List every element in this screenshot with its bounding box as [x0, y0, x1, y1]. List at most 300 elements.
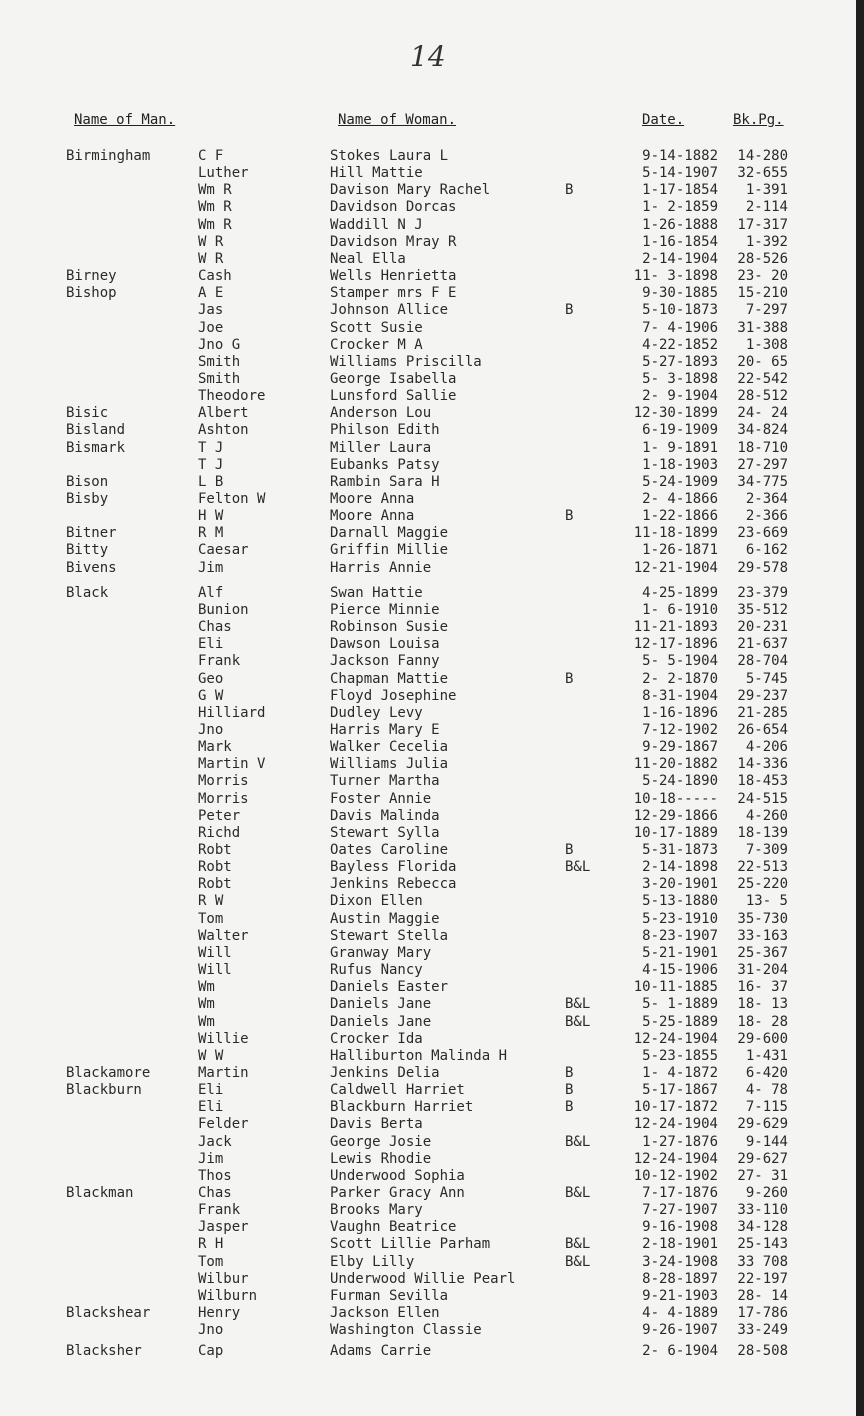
race-note: B	[565, 302, 574, 319]
man-given-name: Bunion	[198, 601, 249, 618]
marriage-date: 5-14-1907	[642, 165, 718, 182]
book-page: 14-336	[737, 756, 788, 773]
woman-name: Stokes Laura L	[330, 148, 449, 164]
woman-name: Daniels Jane	[330, 1013, 432, 1030]
table-row	[0, 602, 856, 619]
book-page: 29-600	[737, 1030, 788, 1047]
marriage-date: 4-22-1852	[642, 336, 718, 353]
man-given-name: Tom	[198, 910, 224, 927]
marriage-date: 11-18-1899	[633, 525, 718, 542]
book-page: 5-745	[745, 670, 788, 687]
woman-name: Rufus Nancy	[330, 962, 423, 979]
marriage-date: 12-21-1904	[633, 559, 718, 576]
man-given-name: Smith	[198, 370, 241, 387]
man-given-name: W W	[198, 1047, 224, 1064]
table-row	[0, 688, 856, 705]
book-page: 17-317	[737, 216, 788, 233]
table-row	[0, 1219, 856, 1236]
table-row	[0, 1031, 856, 1048]
book-page: 7-309	[745, 842, 788, 858]
book-page: 2-364	[745, 491, 788, 507]
woman-name: Moore Anna	[330, 508, 415, 525]
table-row	[0, 1288, 856, 1305]
marriage-date: 9-29-1867	[642, 739, 718, 756]
woman-name: Dixon Ellen	[330, 893, 423, 910]
woman-name: Anderson Lou	[330, 405, 432, 422]
woman-name: Rambin Sara H	[330, 473, 440, 490]
marriage-date: 5-13-1880	[642, 893, 718, 910]
man-given-name: Chas	[198, 619, 232, 636]
table-row	[0, 653, 856, 670]
book-page: 29-237	[737, 687, 788, 704]
marriage-date: 1-26-1888	[642, 216, 718, 233]
book-page: 6-162	[745, 542, 788, 559]
marriage-date: 5-23-1910	[642, 910, 718, 927]
book-page: 29-578	[737, 559, 788, 576]
man-surname: Black	[66, 584, 109, 601]
man-given-name: Richd	[198, 824, 241, 841]
man-given-name: Jas	[198, 302, 224, 319]
marriage-date: 9-14-1882	[642, 148, 718, 164]
marriage-date: 7-17-1876	[642, 1185, 718, 1201]
woman-name: Jackson Fanny	[330, 653, 440, 670]
woman-name: Stamper mrs F E	[330, 285, 457, 302]
book-page: 21-637	[737, 636, 788, 653]
table-row	[0, 234, 856, 251]
table-row	[0, 525, 856, 542]
marriage-date: 10-12-1902	[633, 1167, 718, 1184]
woman-name: Scott Lillie Parham	[330, 1236, 491, 1253]
marriage-date: 5-24-1890	[642, 773, 718, 790]
book-page: 28-512	[737, 388, 788, 405]
marriage-date: 5-21-1901	[642, 944, 718, 961]
man-surname: Bitty	[66, 542, 109, 559]
man-given-name: W R	[198, 233, 224, 250]
woman-name: Walker Cecelia	[330, 739, 449, 756]
book-page: 28-704	[737, 653, 788, 670]
book-page: 33-163	[737, 927, 788, 944]
book-page: 18-453	[737, 773, 788, 790]
marriage-date: 8-28-1897	[642, 1270, 718, 1287]
marriage-date: 3-24-1908	[642, 1253, 718, 1270]
marriage-date: 8-31-1904	[642, 687, 718, 704]
man-given-name: Mark	[198, 739, 232, 756]
marriage-date: 5-25-1889	[642, 1013, 718, 1030]
book-page: 1-392	[745, 233, 788, 250]
marriage-date: 12-24-1904	[633, 1030, 718, 1047]
table-row	[0, 182, 856, 199]
marriage-date: 4- 4-1889	[642, 1305, 718, 1322]
marriage-date: 12-17-1896	[633, 636, 718, 653]
woman-name: Miller Laura	[330, 439, 432, 456]
race-note: B	[565, 508, 574, 525]
race-note: B&L	[565, 1253, 591, 1270]
woman-name: Jackson Ellen	[330, 1305, 440, 1322]
book-page: 33-249	[737, 1322, 788, 1339]
marriage-date: 1- 6-1910	[642, 601, 718, 618]
book-page: 2-366	[745, 508, 788, 525]
marriage-date: 1-18-1903	[642, 456, 718, 473]
man-surname: Birney	[66, 268, 117, 285]
man-given-name: R M	[198, 525, 224, 542]
man-surname: Blacksher	[66, 1343, 142, 1360]
woman-name: Turner Martha	[330, 773, 440, 790]
man-given-name: Wilbur	[198, 1270, 249, 1287]
man-given-name: R H	[198, 1236, 224, 1253]
woman-name: Eubanks Patsy	[330, 456, 440, 473]
book-page: 25-143	[737, 1236, 788, 1253]
woman-name: Crocker M A	[330, 336, 423, 353]
book-page: 2-114	[745, 199, 788, 216]
race-note: B&L	[565, 1185, 591, 1201]
book-page: 29-627	[737, 1150, 788, 1167]
marriage-date: 9-21-1903	[642, 1287, 718, 1304]
woman-name: Halliburton Malinda H	[330, 1047, 508, 1064]
table-row	[0, 405, 856, 422]
table-row	[0, 1271, 856, 1288]
marriage-date: 5-23-1855	[642, 1047, 718, 1064]
book-page: 22-513	[737, 859, 788, 876]
race-note: B	[565, 842, 574, 858]
man-given-name: Thos	[198, 1167, 232, 1184]
table-row	[0, 911, 856, 928]
woman-name: Bayless Florida	[330, 859, 457, 876]
marriage-date: 4-25-1899	[642, 584, 718, 601]
woman-name: Lewis Rhodie	[330, 1150, 432, 1167]
marriage-date: 3-20-1901	[642, 876, 718, 893]
race-note: B	[565, 1099, 574, 1116]
man-surname: Bishop	[66, 285, 117, 302]
table-row	[0, 371, 856, 388]
woman-name: Underwood Sophia	[330, 1167, 465, 1184]
man-given-name: L B	[198, 473, 224, 490]
man-given-name: Jasper	[198, 1219, 249, 1236]
woman-name: Elby Lilly	[330, 1253, 415, 1270]
man-given-name: H W	[198, 508, 224, 525]
table-row	[0, 491, 856, 508]
marriage-date: 1- 2-1859	[642, 199, 718, 216]
book-page: 31-388	[737, 319, 788, 336]
table-row	[0, 1099, 856, 1116]
marriage-date: 10-11-1885	[633, 979, 718, 996]
table-row	[0, 165, 856, 182]
woman-name: Dawson Louisa	[330, 636, 440, 653]
man-given-name: Jno	[198, 721, 224, 738]
woman-name: George Isabella	[330, 370, 457, 387]
man-given-name: Will	[198, 962, 232, 979]
book-page: 1-431	[745, 1047, 788, 1064]
book-page: 16- 37	[737, 979, 788, 996]
man-given-name: Felder	[198, 1116, 249, 1133]
man-given-name: Cash	[198, 268, 232, 285]
marriage-date: 2- 9-1904	[642, 388, 718, 405]
table-row	[0, 842, 856, 859]
woman-name: Davidson Dorcas	[330, 199, 457, 216]
race-note: B&L	[565, 1133, 591, 1150]
book-page: 34-824	[737, 422, 788, 439]
table-row	[0, 148, 856, 165]
woman-name: George Josie	[330, 1133, 432, 1150]
race-note: B&L	[565, 1236, 591, 1253]
table-row	[0, 474, 856, 491]
man-given-name: Felton W	[198, 491, 266, 507]
marriage-date: 5-27-1893	[642, 353, 718, 370]
man-given-name: Eli	[198, 636, 224, 653]
book-page: 27-297	[737, 456, 788, 473]
table-row	[0, 928, 856, 945]
man-given-name: Smith	[198, 353, 241, 370]
marriage-date: 1- 4-1872	[642, 1064, 718, 1081]
book-page: 25-220	[737, 876, 788, 893]
woman-name: Stewart Stella	[330, 927, 449, 944]
marriage-date: 10-17-1872	[633, 1099, 718, 1116]
woman-name: Stewart Sylla	[330, 824, 440, 841]
table-row	[0, 945, 856, 962]
marriage-date: 1-17-1854	[642, 182, 718, 199]
marriage-date: 5- 3-1898	[642, 370, 718, 387]
man-given-name: R W	[198, 893, 224, 910]
man-given-name: Ashton	[198, 422, 249, 439]
woman-name: Davis Malinda	[330, 807, 440, 824]
book-page: 13- 5	[745, 893, 788, 910]
woman-name: Parker Gracy Ann	[330, 1185, 465, 1201]
man-given-name: T J	[198, 439, 224, 456]
woman-name: Crocker Ida	[330, 1030, 423, 1047]
man-given-name: Martin	[198, 1064, 249, 1081]
table-row	[0, 1236, 856, 1253]
book-page: 31-204	[737, 962, 788, 979]
marriage-date: 9-26-1907	[642, 1322, 718, 1339]
marriage-date: 1-27-1876	[642, 1133, 718, 1150]
woman-name: Caldwell Harriet	[330, 1082, 465, 1099]
man-given-name: Alf	[198, 584, 224, 601]
woman-name: Jenkins Delia	[330, 1064, 440, 1081]
table-row	[0, 1254, 856, 1271]
marriage-date: 1-16-1896	[642, 704, 718, 721]
man-given-name: Morris	[198, 773, 249, 790]
marriage-date: 11-20-1882	[633, 756, 718, 773]
table-row	[0, 199, 856, 216]
book-page: 6-420	[745, 1064, 788, 1081]
man-given-name: Cap	[198, 1343, 224, 1360]
man-given-name: Luther	[198, 165, 249, 182]
woman-name: Austin Maggie	[330, 910, 440, 927]
table-row	[0, 1343, 856, 1360]
woman-name: Davis Berta	[330, 1116, 423, 1133]
man-given-name: Peter	[198, 807, 241, 824]
man-given-name: Willie	[198, 1030, 249, 1047]
book-page: 18-710	[737, 439, 788, 456]
table-row	[0, 739, 856, 756]
race-note: B	[565, 1064, 574, 1081]
man-given-name: Jack	[198, 1133, 232, 1150]
man-given-name: Tom	[198, 1253, 224, 1270]
book-page: 27- 31	[737, 1167, 788, 1184]
book-page: 33-110	[737, 1202, 788, 1219]
man-surname: Bison	[66, 473, 109, 490]
book-page: 22-197	[737, 1270, 788, 1287]
woman-name: Granway Mary	[330, 944, 432, 961]
woman-name: Daniels Easter	[330, 979, 449, 996]
man-given-name: Wm R	[198, 199, 232, 216]
book-page: 7-115	[745, 1099, 788, 1116]
marriage-date: 1- 9-1891	[642, 439, 718, 456]
book-page: 20-231	[737, 619, 788, 636]
table-row	[0, 962, 856, 979]
table-row	[0, 893, 856, 910]
header-date: Date.	[642, 112, 685, 128]
book-page: 1-308	[745, 336, 788, 353]
table-row	[0, 422, 856, 439]
man-given-name: Geo	[198, 670, 224, 687]
man-given-name: Albert	[198, 405, 249, 422]
race-note: B&L	[565, 1013, 591, 1030]
table-row	[0, 636, 856, 653]
marriage-date: 2-14-1898	[642, 859, 718, 876]
book-page: 14-280	[737, 148, 788, 164]
book-page: 9-144	[745, 1133, 788, 1150]
race-note: B	[565, 1082, 574, 1099]
table-row	[0, 388, 856, 405]
woman-name: Williams Julia	[330, 756, 449, 773]
marriage-date: 7- 4-1906	[642, 319, 718, 336]
woman-name: Brooks Mary	[330, 1202, 423, 1219]
man-surname: Bisby	[66, 491, 109, 507]
woman-name: Wells Henrietta	[330, 268, 457, 285]
woman-name: Moore Anna	[330, 491, 415, 507]
man-surname: Blackshear	[66, 1305, 151, 1322]
table-row	[0, 1082, 856, 1099]
table-row	[0, 756, 856, 773]
man-given-name: Hilliard	[198, 704, 266, 721]
table-row	[0, 825, 856, 842]
book-page: 4-206	[745, 739, 788, 756]
marriage-date: 12-24-1904	[633, 1150, 718, 1167]
table-row	[0, 671, 856, 688]
marriage-date: 12-24-1904	[633, 1116, 718, 1133]
woman-name: Oates Caroline	[330, 842, 449, 858]
marriage-date: 7-27-1907	[642, 1202, 718, 1219]
table-row	[0, 251, 856, 268]
table-row	[0, 722, 856, 739]
woman-name: Chapman Mattie	[330, 670, 449, 687]
book-page: 15-210	[737, 285, 788, 302]
woman-name: Vaughn Beatrice	[330, 1219, 457, 1236]
marriage-date: 1-22-1866	[642, 508, 718, 525]
table-row	[0, 542, 856, 559]
woman-name: Harris Annie	[330, 559, 432, 576]
man-surname: Bisland	[66, 422, 126, 439]
table-row	[0, 440, 856, 457]
man-given-name: Jno G	[198, 336, 241, 353]
man-given-name: Jim	[198, 1150, 224, 1167]
man-given-name: Jim	[198, 559, 224, 576]
table-row	[0, 337, 856, 354]
race-note: B&L	[565, 859, 591, 876]
woman-name: Waddill N J	[330, 216, 423, 233]
woman-name: Blackburn Harriet	[330, 1099, 474, 1116]
marriage-date: 2-14-1904	[642, 250, 718, 267]
table-row	[0, 979, 856, 996]
table-row	[0, 268, 856, 285]
race-note: B	[565, 670, 574, 687]
woman-name: Jenkins Rebecca	[330, 876, 457, 893]
man-surname: Blackamore	[66, 1064, 151, 1081]
book-page: 28-526	[737, 250, 788, 267]
table-row	[0, 320, 856, 337]
book-page: 9-260	[745, 1185, 788, 1201]
man-given-name: Will	[198, 944, 232, 961]
man-given-name: Morris	[198, 790, 249, 807]
woman-name: Neal Ella	[330, 250, 406, 267]
book-page: 28- 14	[737, 1287, 788, 1304]
table-row	[0, 1305, 856, 1322]
table-row	[0, 1116, 856, 1133]
book-page: 24- 24	[737, 405, 788, 422]
table-row	[0, 1202, 856, 1219]
man-given-name: Wm R	[198, 182, 232, 199]
book-page: 23-379	[737, 584, 788, 601]
woman-name: Scott Susie	[330, 319, 423, 336]
marriage-date: 10-18-----	[633, 790, 718, 807]
man-given-name: Wm	[198, 979, 215, 996]
table-row	[0, 508, 856, 525]
book-page: 24-515	[737, 790, 788, 807]
table-row	[0, 1151, 856, 1168]
table-row	[0, 791, 856, 808]
man-given-name: Robt	[198, 859, 232, 876]
marriage-date: 12-30-1899	[633, 405, 718, 422]
table-row	[0, 859, 856, 876]
book-page: 18- 28	[737, 1013, 788, 1030]
woman-name: Robinson Susie	[330, 619, 449, 636]
woman-name: Underwood Willie Pearl	[330, 1270, 516, 1287]
race-note: B	[565, 182, 574, 199]
table-row	[0, 1014, 856, 1031]
man-given-name: Wm R	[198, 216, 232, 233]
table-row	[0, 1168, 856, 1185]
book-page: 18- 13	[737, 996, 788, 1013]
table-row	[0, 619, 856, 636]
man-given-name: Wm	[198, 1013, 215, 1030]
book-page: 22-542	[737, 370, 788, 387]
man-given-name: Chas	[198, 1185, 232, 1201]
race-note: B&L	[565, 996, 591, 1013]
book-page: 33 708	[737, 1253, 788, 1270]
woman-name: Foster Annie	[330, 790, 432, 807]
table-row	[0, 560, 856, 577]
table-row	[0, 1065, 856, 1082]
woman-name: Darnall Maggie	[330, 525, 449, 542]
table-row	[0, 876, 856, 893]
man-given-name: T J	[198, 456, 224, 473]
man-given-name: Robt	[198, 842, 232, 858]
marriage-date: 5-24-1909	[642, 473, 718, 490]
man-given-name: Frank	[198, 1202, 241, 1219]
man-surname: Blackman	[66, 1185, 134, 1201]
marriage-date: 8-23-1907	[642, 927, 718, 944]
marriage-date: 1-26-1871	[642, 542, 718, 559]
woman-name: Davidson Mray R	[330, 233, 457, 250]
table-row	[0, 996, 856, 1013]
book-page: 26-654	[737, 721, 788, 738]
man-surname: Bivens	[66, 559, 117, 576]
book-page: 17-786	[737, 1305, 788, 1322]
book-page: 34-128	[737, 1219, 788, 1236]
man-surname: Bitner	[66, 525, 117, 542]
book-page: 4- 78	[745, 1082, 788, 1099]
man-surname: Bismark	[66, 439, 126, 456]
